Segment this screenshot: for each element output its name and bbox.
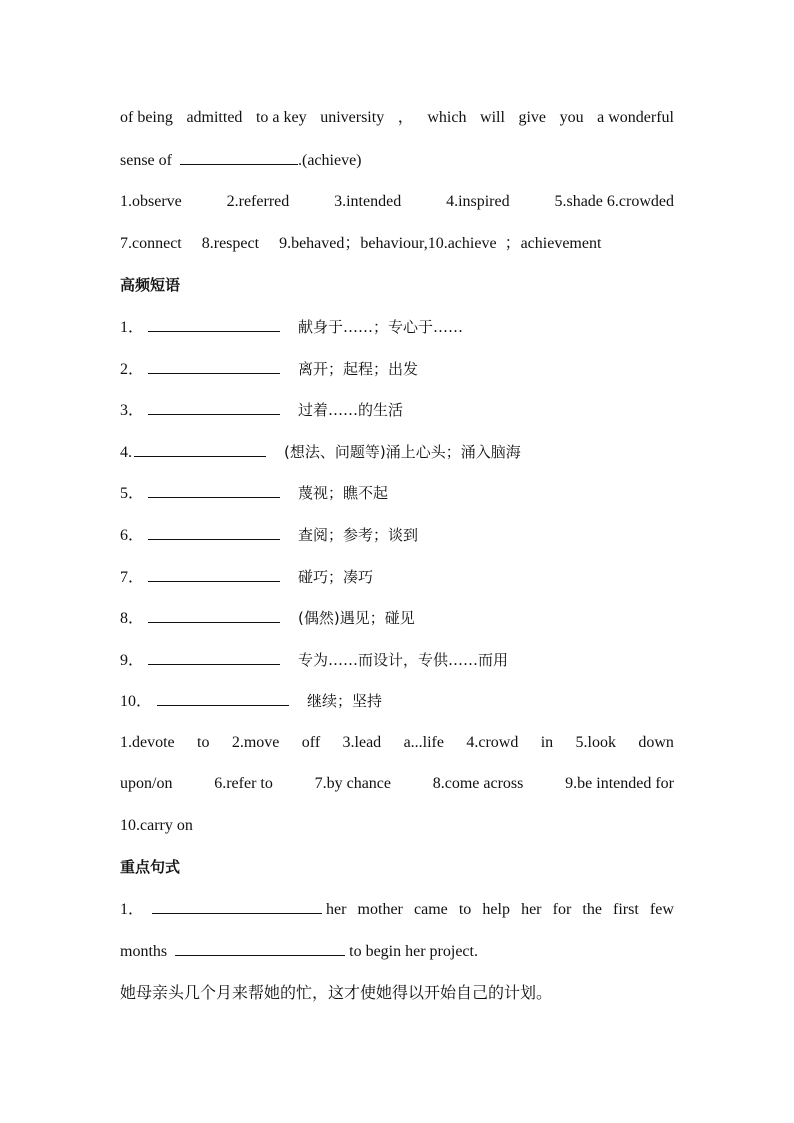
word: first bbox=[613, 901, 639, 918]
answer-blank[interactable] bbox=[148, 483, 280, 498]
answer-text: 9.behaved；behaviour,10.achieve bbox=[279, 235, 497, 252]
item-number: 2． bbox=[120, 361, 145, 378]
word: to a key bbox=[255, 109, 307, 126]
word: admitted bbox=[186, 109, 243, 126]
answer-text: 3.lead bbox=[342, 734, 382, 751]
answer-text: 7.connect bbox=[120, 235, 182, 252]
answer-blank[interactable] bbox=[148, 359, 280, 374]
answer-text: 5.look bbox=[575, 734, 616, 751]
word: a wonderful bbox=[597, 109, 674, 126]
phrase-meaning: 查阅；参考；谈到 bbox=[298, 526, 419, 544]
word: of being bbox=[120, 109, 173, 126]
item-number: 5． bbox=[120, 485, 145, 502]
item-number: 10． bbox=[120, 693, 153, 710]
word: the bbox=[582, 901, 602, 918]
word: which bbox=[427, 109, 467, 126]
phrase-item bbox=[120, 442, 674, 463]
answer-text: down bbox=[638, 734, 674, 751]
exercise-line-1 bbox=[120, 108, 674, 128]
phrase-meaning: 碰巧；凑巧 bbox=[298, 568, 374, 586]
answer-text: a...life bbox=[403, 734, 444, 751]
answer-blank[interactable] bbox=[148, 567, 280, 582]
answer-text: 8.respect bbox=[201, 235, 260, 252]
answer-text: off bbox=[301, 734, 321, 751]
answer-blank[interactable] bbox=[148, 608, 280, 623]
answer-blank[interactable] bbox=[148, 400, 280, 415]
phrase-meaning: 离开；起程；出发 bbox=[298, 360, 419, 378]
phrases-answers-line-3: 10.carry on bbox=[120, 817, 193, 834]
exercise-text: sense of bbox=[120, 152, 172, 169]
answer-text: 2.move bbox=[231, 734, 280, 751]
answer-text: 6.refer to bbox=[214, 775, 273, 792]
answer-blank[interactable] bbox=[157, 691, 289, 706]
sentence-item-line-1 bbox=[120, 899, 674, 920]
answer-text: 2.referred bbox=[226, 193, 290, 210]
answer-text: in bbox=[540, 734, 554, 751]
phrase-meaning: 献身于……；专心于…… bbox=[298, 318, 464, 336]
item-number: 9． bbox=[120, 652, 145, 669]
phrase-item bbox=[120, 608, 674, 629]
phrase-meaning: (想法、问题等)涌上心头；涌入脑海 bbox=[284, 443, 521, 461]
answer-text: upon/on bbox=[120, 775, 173, 792]
phrase-meaning: 过着……的生活 bbox=[298, 401, 404, 419]
exercise-answers-line-2 bbox=[120, 234, 674, 254]
word: university bbox=[320, 109, 385, 126]
answer-text: 7.by chance bbox=[314, 775, 391, 792]
answer-text: 9.be intended for bbox=[565, 775, 674, 792]
answer-text: 1.devote bbox=[120, 734, 175, 751]
phrases-answers-line-2 bbox=[120, 774, 674, 794]
answer-blank[interactable] bbox=[180, 150, 298, 165]
answer-text: 5.shade 6.crowded bbox=[554, 193, 674, 210]
phrases-answers-line-1 bbox=[120, 733, 674, 753]
item-number: 1． bbox=[120, 901, 145, 918]
word: few bbox=[649, 901, 674, 918]
phrase-item bbox=[120, 525, 674, 546]
sentence-item-line-2 bbox=[120, 941, 674, 962]
exercise-hint: .(achieve) bbox=[297, 152, 362, 169]
word: will bbox=[480, 109, 505, 126]
phrase-item bbox=[120, 400, 674, 421]
item-number: 1． bbox=[120, 319, 145, 336]
phrase-meaning: 蔑视；瞧不起 bbox=[298, 484, 389, 502]
word: for bbox=[552, 901, 572, 918]
answer-blank[interactable] bbox=[148, 650, 280, 665]
phrase-item bbox=[120, 691, 674, 712]
word: her bbox=[521, 901, 542, 918]
word: ， bbox=[397, 109, 414, 126]
item-number: 3． bbox=[120, 402, 145, 419]
sentences-heading: 重点句式 bbox=[120, 858, 181, 876]
word: you bbox=[559, 109, 584, 126]
answer-text: 4.inspired bbox=[446, 193, 510, 210]
sentence-text bbox=[326, 900, 674, 920]
exercise-answers-line-1 bbox=[120, 192, 674, 212]
phrase-item bbox=[120, 359, 674, 380]
sentence-translation: 她母亲头几个月来帮她的忙，这才使她得以开始自己的计划。 bbox=[120, 983, 553, 1002]
word: came bbox=[413, 901, 448, 918]
answer-blank[interactable] bbox=[175, 941, 345, 956]
word: help bbox=[482, 901, 510, 918]
phrase-item bbox=[120, 317, 674, 338]
word: give bbox=[518, 109, 547, 126]
word: mother bbox=[357, 901, 403, 918]
answer-blank[interactable] bbox=[134, 442, 266, 457]
exercise-line-2 bbox=[120, 150, 674, 171]
answer-blank[interactable] bbox=[148, 317, 280, 332]
item-number: 7． bbox=[120, 569, 145, 586]
word: to bbox=[458, 901, 472, 918]
answer-text: 3.intended bbox=[334, 193, 402, 210]
item-number: 8． bbox=[120, 610, 145, 627]
phrase-meaning: (偶然)遇见；碰见 bbox=[298, 609, 415, 627]
answer-text: 4.crowd bbox=[466, 734, 519, 751]
phrases-heading: 高频短语 bbox=[120, 276, 181, 294]
answer-text: to bbox=[197, 734, 210, 751]
phrase-item bbox=[120, 567, 674, 588]
answer-blank[interactable] bbox=[148, 525, 280, 540]
answer-text: 1.observe bbox=[120, 193, 182, 210]
phrase-item bbox=[120, 483, 674, 504]
answer-text: ；achievement bbox=[504, 235, 602, 252]
item-number: 6． bbox=[120, 527, 145, 544]
sentence-text: months bbox=[120, 943, 168, 960]
answer-blank[interactable] bbox=[152, 899, 322, 914]
sentence-text: to begin her project. bbox=[349, 943, 478, 960]
phrase-item bbox=[120, 650, 674, 671]
phrase-meaning: 继续；坚持 bbox=[307, 692, 383, 710]
item-number: 4. bbox=[120, 444, 132, 461]
answer-text: 8.come across bbox=[432, 775, 524, 792]
phrase-meaning: 专为……而设计，专供……而用 bbox=[298, 651, 509, 669]
word: her bbox=[326, 901, 347, 918]
